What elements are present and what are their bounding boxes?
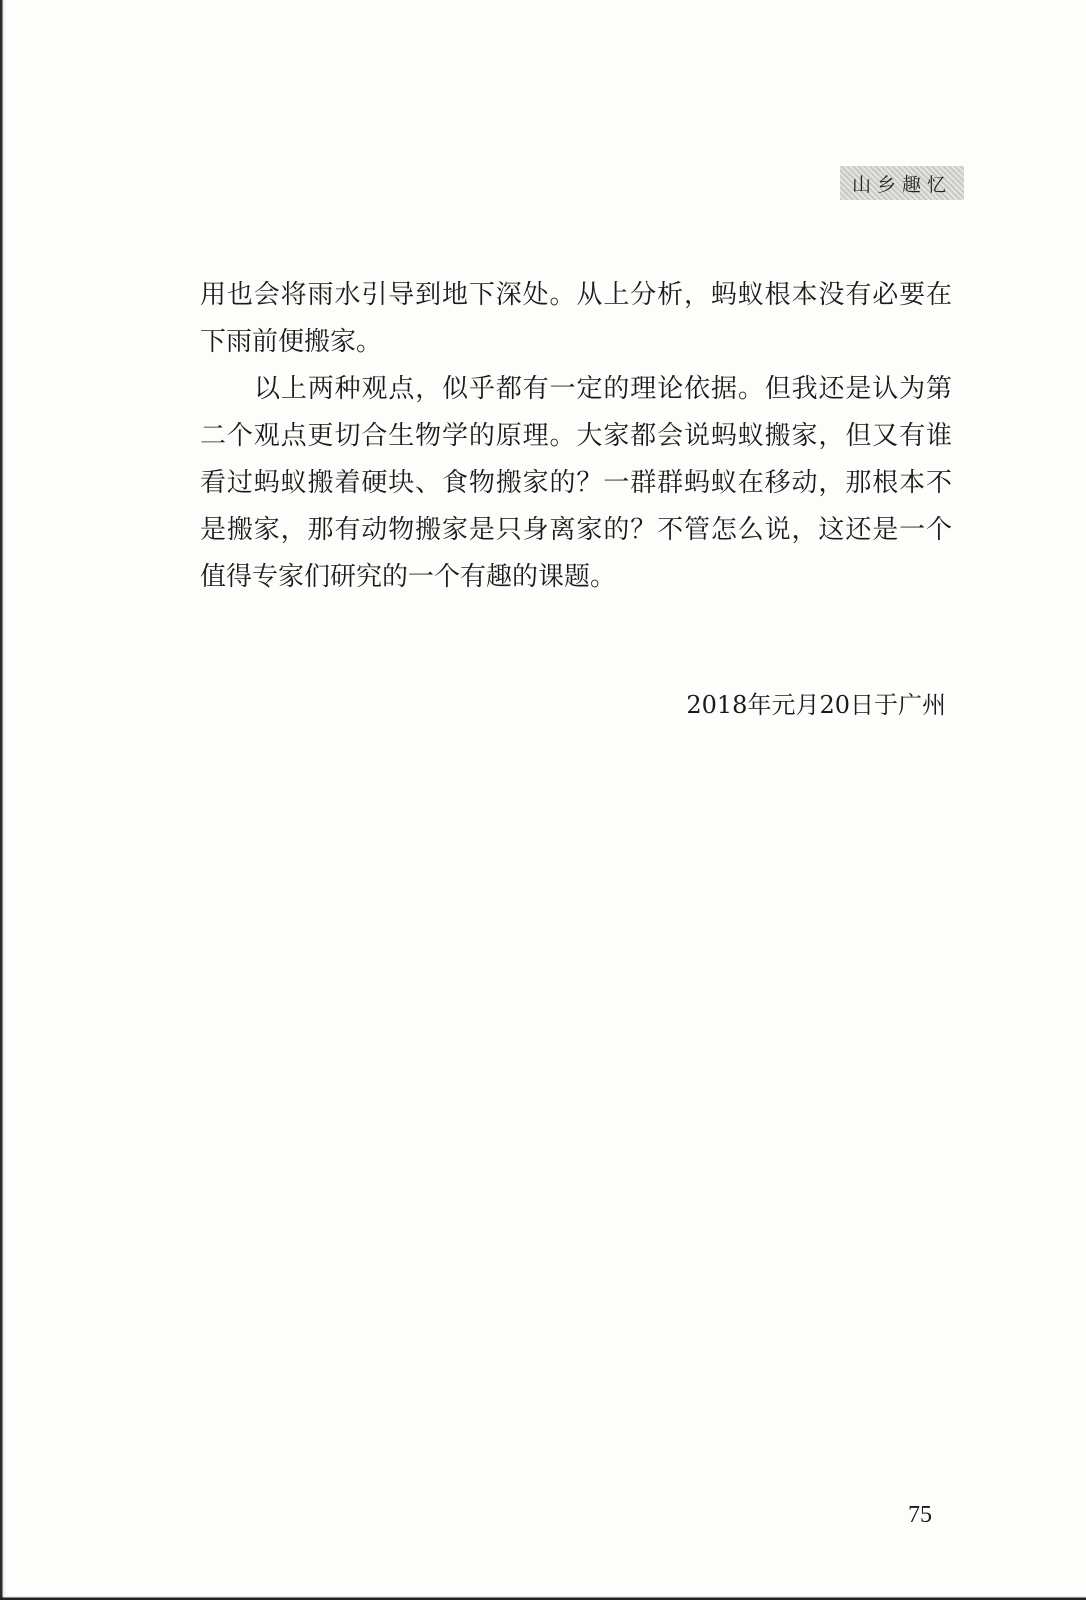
date-place-signature: 2018年元月20日于广州 [686, 691, 946, 719]
page-edge-bottom [0, 1595, 1086, 1600]
section-title: 山乡趣忆 [851, 173, 952, 196]
paragraph-conclusion: 以上两种观点，似乎都有一定的理论依据。但我还是认为第二个观点更切合生物学的原理。大家都会说蚂蚁搬家，但又有谁看过蚂蚁搬着硬块、食物搬家的？一群群蚂蚁在移动，那根本不是搬家，那有动物搬家是只身离家的？不管怎么说，这还是一个值得专家们研究的一个有趣的课题。 [200, 374, 952, 592]
body-text [200, 272, 952, 601]
page-number: 75 [908, 1502, 932, 1528]
paragraph-continued: 用也会将雨水引导到地下深处。从上分析，蚂蚁根本没有必要在下雨前便搬家。 [200, 280, 952, 357]
page-edge-left [0, 0, 6, 1600]
section-title-tag [840, 166, 964, 200]
